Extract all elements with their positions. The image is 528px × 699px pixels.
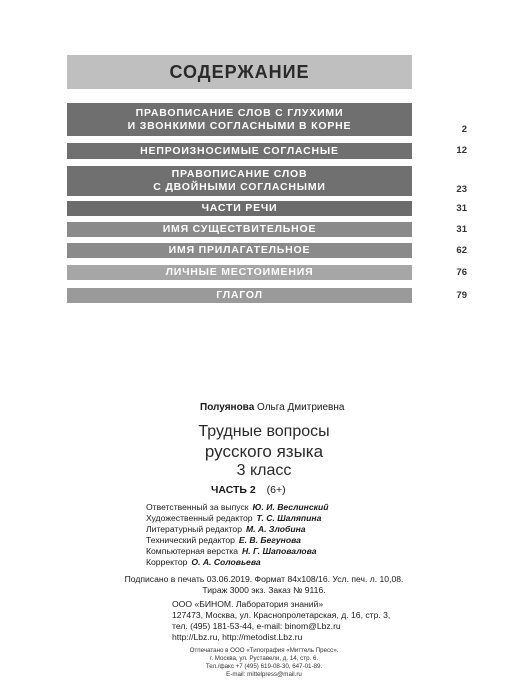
toc-item-bar [67, 222, 412, 237]
publisher-line: ООО «БИНОМ. Лаборатория знаний» [172, 599, 324, 609]
credit-name: О. А. Соловьева [191, 557, 261, 567]
toc-item-bar [67, 265, 412, 280]
printer-block [0, 647, 528, 679]
toc-item-label: ЛИЧНЫЕ МЕСТОИМЕНИЯ [165, 266, 314, 278]
toc-item-label: И ЗВОНКИМИ СОГЛАСНЫМИ В КОРНЕ [127, 119, 352, 132]
toc-item-page: 12 [456, 145, 467, 156]
credit-name: Ю. И. Веслинский [252, 502, 329, 512]
book-title-line3: 3 класс [236, 462, 292, 479]
toc-item-label: ПРАВОПИСАНИЕ СЛОВ [171, 168, 308, 180]
toc-item-bar [67, 103, 412, 136]
toc-item [67, 201, 467, 216]
toc-item-page: 23 [456, 184, 467, 195]
toc-item [67, 265, 467, 280]
credit-role: Компьютерная верстка [146, 546, 239, 556]
toc-item-page: 62 [456, 245, 467, 256]
credit-role: Литературный редактор [146, 524, 242, 534]
printer-line: E-mail: mittelpress@mail.ru [226, 671, 302, 678]
printer-line: Отпечатано в ООО «Типография «Миттель Пресс». [189, 647, 339, 654]
toc-item [67, 222, 467, 237]
toc-item-label: ЧАСТИ РЕЧИ [201, 202, 278, 214]
toc-item-page: 79 [456, 290, 467, 301]
toc-item-bar [67, 201, 412, 216]
book-title-line2: русского языка [204, 442, 324, 461]
signed-line2: Тираж 3000 экз. Заказ № 9116. [202, 585, 326, 595]
toc-item [67, 143, 467, 159]
toc-item-label: НЕПРОИЗНОСИМЫЕ СОГЛАСНЫЕ [140, 144, 339, 157]
print-details [0, 574, 528, 596]
credit-line [146, 502, 329, 513]
toc-item [67, 243, 467, 258]
toc-item-label: ГЛАГОЛ [216, 289, 263, 301]
part-line [211, 484, 286, 496]
credit-name: Т. С. Шаляпина [256, 513, 322, 523]
publisher-line: 127473, Москва, ул. Краснопролетарская, д. 16, стр. 3, [172, 610, 391, 620]
toc-item [67, 288, 467, 303]
credit-line [146, 557, 329, 568]
toc-item-page: 31 [456, 224, 467, 235]
author-line [200, 402, 344, 413]
credit-line [146, 535, 329, 546]
publisher-block [172, 599, 390, 643]
printer-line: г. Москва, ул. Руставели, д. 14, стр. 6. [209, 655, 319, 662]
credit-line [146, 513, 329, 524]
toc-item [67, 103, 467, 136]
toc-item-page: 31 [456, 203, 467, 214]
printer-line: Тел./факс +7 (495) 619-08-30, 647-01-89. [205, 663, 323, 670]
author-surname: Полуянова [200, 402, 255, 413]
age-rating: (6+) [266, 484, 286, 496]
publisher-line: тел. (495) 181-53-44, e-mail: binom@Lbz.ru [172, 621, 341, 631]
toc-item-bar [67, 166, 412, 196]
credit-role: Корректор [146, 557, 188, 567]
toc-item-label: ПРАВОПИСАНИЕ СЛОВ С ГЛУХИМИ [135, 106, 344, 119]
credits-list [146, 502, 329, 568]
toc-header [67, 55, 412, 89]
credit-role: Технический редактор [146, 535, 235, 545]
toc-item [67, 166, 467, 196]
credit-name: М. А. Злобина [245, 524, 306, 534]
toc-item-page: 76 [456, 267, 467, 278]
credit-line [146, 546, 329, 557]
toc-item-bar [67, 288, 412, 303]
toc-item-bar [67, 243, 412, 258]
toc-title: СОДЕРЖАНИЕ [169, 61, 310, 82]
credit-name: Н. Г. Шаповалова [242, 546, 317, 556]
publisher-line: http://Lbz.ru, http://metodist.Lbz.ru [172, 632, 303, 642]
toc-item-page: 2 [461, 124, 467, 135]
credit-name: Е. В. Бегунова [238, 535, 301, 545]
book-title-line1: Трудные вопросы [198, 423, 330, 440]
credit-role: Ответственный за выпуск [146, 502, 249, 512]
toc-item-label: ИМЯ СУЩЕСТВИТЕЛЬНОЕ [162, 223, 317, 235]
credit-line [146, 524, 329, 535]
toc-item-label: С ДВОЙНЫМИ СОГЛАСНЫМИ [153, 181, 326, 193]
credit-role: Художественный редактор [146, 513, 253, 523]
author-name: Ольга Дмитриевна [257, 402, 345, 413]
toc-item-bar [67, 143, 412, 159]
part-label: ЧАСТЬ 2 [211, 484, 256, 496]
toc-item-label: ИМЯ ПРИЛАГАТЕЛЬНОЕ [168, 244, 311, 256]
signed-line1: Подписано в печать 03.06.2019. Формат 84x108/16. Усл. печ. л. 10,08. [124, 574, 404, 584]
